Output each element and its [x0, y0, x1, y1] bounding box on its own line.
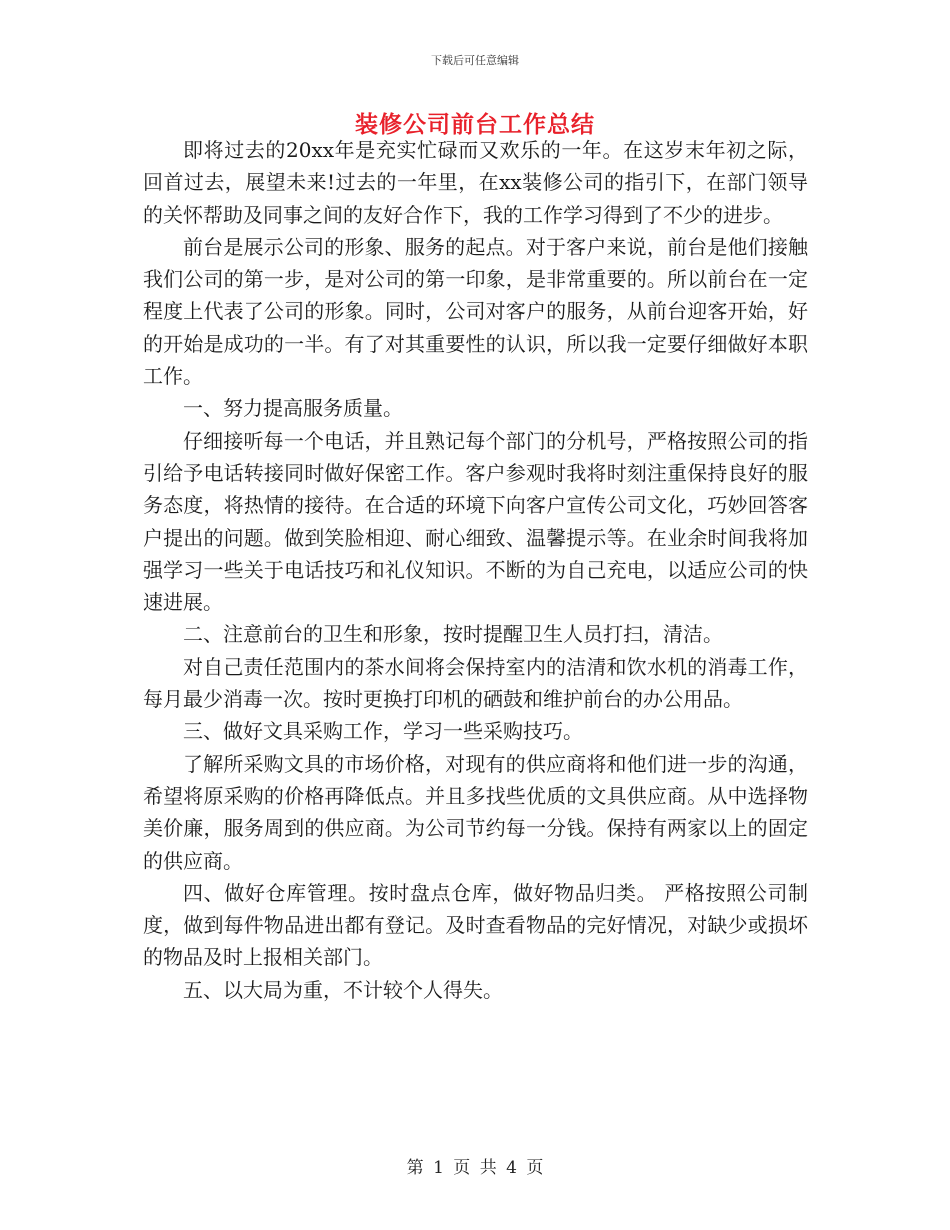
paragraph-service-quality: 仔细接听每一个电话，并且熟记每个部门的分机号，严格按照公司的指引给予电话转接同时做好保密工作。客户参观时我将时刻注重保持良好的服务态度，将热情的接待。在合适的环境下向客户宣传公司文化，巧妙回答客户提出的问题。做到笑脸相迎、耐心细致、温馨提示等。在业余时间我将加强学习一些关于电话技巧和礼仪知识。不断的为自己充电，以适应公司的快速进展。: [143, 428, 808, 615]
paragraph-procurement: 了解所采购文具的市场价格，对现有的供应商将和他们进一步的沟通，希望将原采购的价格再降低点。并且多找些优质的文具供应商。从中选择物美价廉，服务周到的供应商。为公司节约每一分钱。保持有两家以上的固定的供应商。: [143, 751, 808, 873]
page-number: 第 1 页 共 4 页: [406, 1158, 544, 1178]
document-title: 装修公司前台工作总结: [355, 111, 595, 138]
section-heading-big-picture: 五、以大局为重，不计较个人得失。: [183, 977, 503, 1002]
section-heading-service-quality: 一、努力提高服务质量。: [183, 396, 403, 421]
paragraph-warehouse: 四、做好仓库管理。按时盘点仓库，做好物品归类。 严格按照公司制度，做到每件物品进出都有登记。及时查看物品的完好情况，对缺少或损坏的物品及时上报相关部门。: [143, 880, 808, 970]
section-heading-procurement: 三、做好文具采购工作，学习一些采购技巧。: [183, 719, 583, 744]
page-header-note: 下载后可任意编辑: [431, 54, 519, 67]
section-heading-hygiene: 二、注意前台的卫生和形象，按时提醒卫生人员打扫，清洁。: [183, 622, 723, 647]
paragraph-front-desk-role: 前台是展示公司的形象、服务的起点。对于客户来说，前台是他们接触我们公司的第一步，是对公司的第一印象，是非常重要的。所以前台在一定程度上代表了公司的形象。同时，公司对客户的服务，从前台迎客开始，好的开始是成功的一半。有了对其重要性的认识，所以我一定要仔细做好本职工作。: [143, 234, 808, 389]
paragraph-intro: 即将过去的20xx年是充实忙碌而又欢乐的一年。在这岁末年初之际，回首过去，展望未来!过去的一年里，在xx装修公司的指引下，在部门领导的关怀帮助及同事之间的友好合作下，我的工作学习得到了不少的进步。: [143, 138, 808, 227]
paragraph-hygiene: 对自己责任范围内的茶水间将会保持室内的洁清和饮水机的消毒工作，每月最少消毒一次。按时更换打印机的硒鼓和维护前台的办公用品。: [143, 654, 808, 712]
document-body: [143, 134, 808, 1006]
